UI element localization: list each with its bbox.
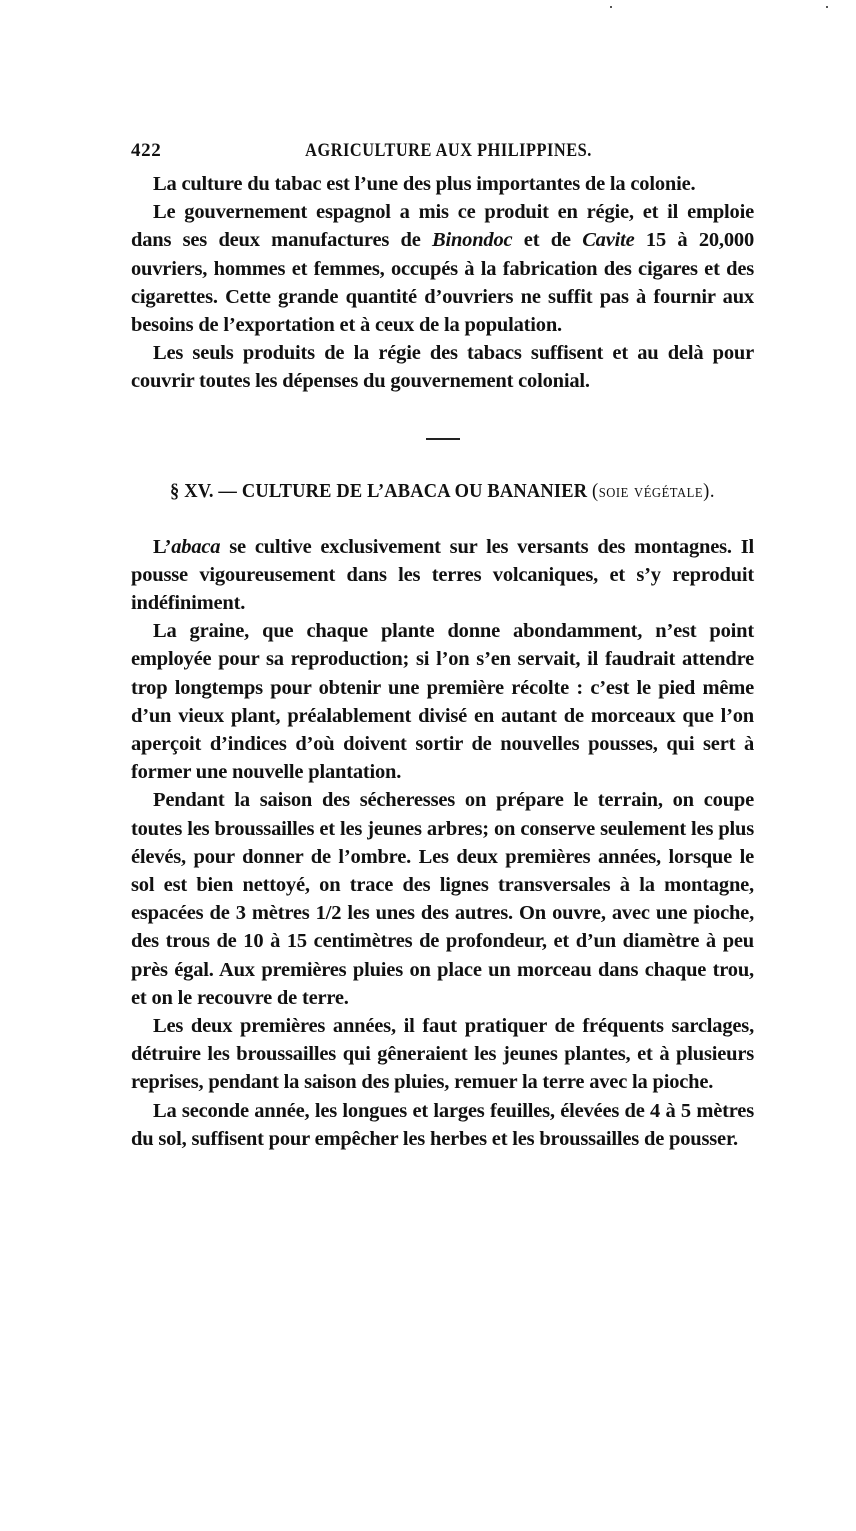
- running-head: [131, 140, 754, 170]
- section-separator-rule: [426, 438, 460, 440]
- paragraph: La culture du tabac est l’une des plus importantes de la colonie.: [153, 173, 696, 195]
- scan-speck: [826, 6, 828, 8]
- paragraph-text: et de: [512, 229, 583, 252]
- scan-speck: [610, 6, 612, 8]
- section-heading-main: § XV. — CULTURE DE L’ABACA OU BANANIER: [169, 479, 593, 502]
- page-number: 422: [131, 140, 162, 161]
- term-abaca: abaca: [171, 535, 221, 558]
- paragraph-text: Le gouvernement espagnol a mis ce produit en régie, et il emploie dans ses deux manufactures de: [131, 201, 754, 252]
- paragraph-text: 15 à 20,000 ouvriers, hommes et femmes, occupés à la fabrication des cigares et des cigarettes. Cette grande quantité d’ouvriers ne suffit pas à fournir aux besoins de l’exportation et à ceux de la population.: [131, 229, 754, 337]
- paragraph: Pendant la saison des sécheresses on prépare le terrain, on coupe toutes les broussailles et les jeunes arbres; on conserve seulement les plus élevés, pour donner de l’ombre. Les deux premières années, lorsque le sol est bien nettoyé, on trace des lignes transversales à la montagne, espacées de 3 mètres 1/2 les unes des autres. On ouvre, avec une pioche, des trous de 10 à 15 centimètres de profondeur, et d’un diamètre à peu près égal. Aux premières pluies on place un morceau dans chaque trou, et on le recouvre de terre.: [131, 789, 754, 1009]
- paragraph: Les seuls produits de la régie des tabacs suffisent et au delà pour couvrir toutes les dépenses du gouvernement colonial.: [131, 342, 754, 393]
- book-page: [131, 140, 754, 1153]
- paragraph-text: se cultive exclusivement sur les versants des montagnes. Il pousse vigoureusement dans les terres volcaniques, et s’y reproduit indéfiniment.: [131, 535, 754, 615]
- place-name-cavite: Cavite: [582, 229, 635, 252]
- section-heading-subtitle: (soie végétale).: [592, 479, 715, 502]
- paragraph: [131, 533, 754, 618]
- running-title: AGRICULTURE AUX PHILIPPINES.: [305, 140, 592, 161]
- paragraph: [131, 198, 754, 339]
- paragraph: La graine, que chaque plante donne abondamment, n’est point employée pour sa reproduction; si l’on s’en servait, il faudrait attendre trop longtemps pour obtenir une première récolte : c’est le pied même d’un vieux plant, préalablement divisé en autant de morceaux que l’on aperçoit d’indices d’où doivent sortir de nouvelles pousses, qui sert à former une nouvelle plantation.: [131, 620, 754, 784]
- paragraph: Les deux premières années, il faut pratiquer de fréquents sarclages, détruire les broussailles qui gêneraient les jeunes plantes, et à plusieurs reprises, pendant la saison des pluies, remuer la terre avec la pioche.: [131, 1015, 754, 1094]
- paragraph: La seconde année, les longues et larges feuilles, élevées de 4 à 5 mètres du sol, suffisent pour empêcher les herbes et les broussailles de pousser.: [131, 1099, 754, 1150]
- abaca-section: [131, 533, 754, 1153]
- paragraph-text: L’: [153, 535, 172, 558]
- tobacco-section: [131, 170, 754, 396]
- place-name-binondoc: Binondoc: [432, 229, 513, 252]
- section-heading: [162, 480, 723, 503]
